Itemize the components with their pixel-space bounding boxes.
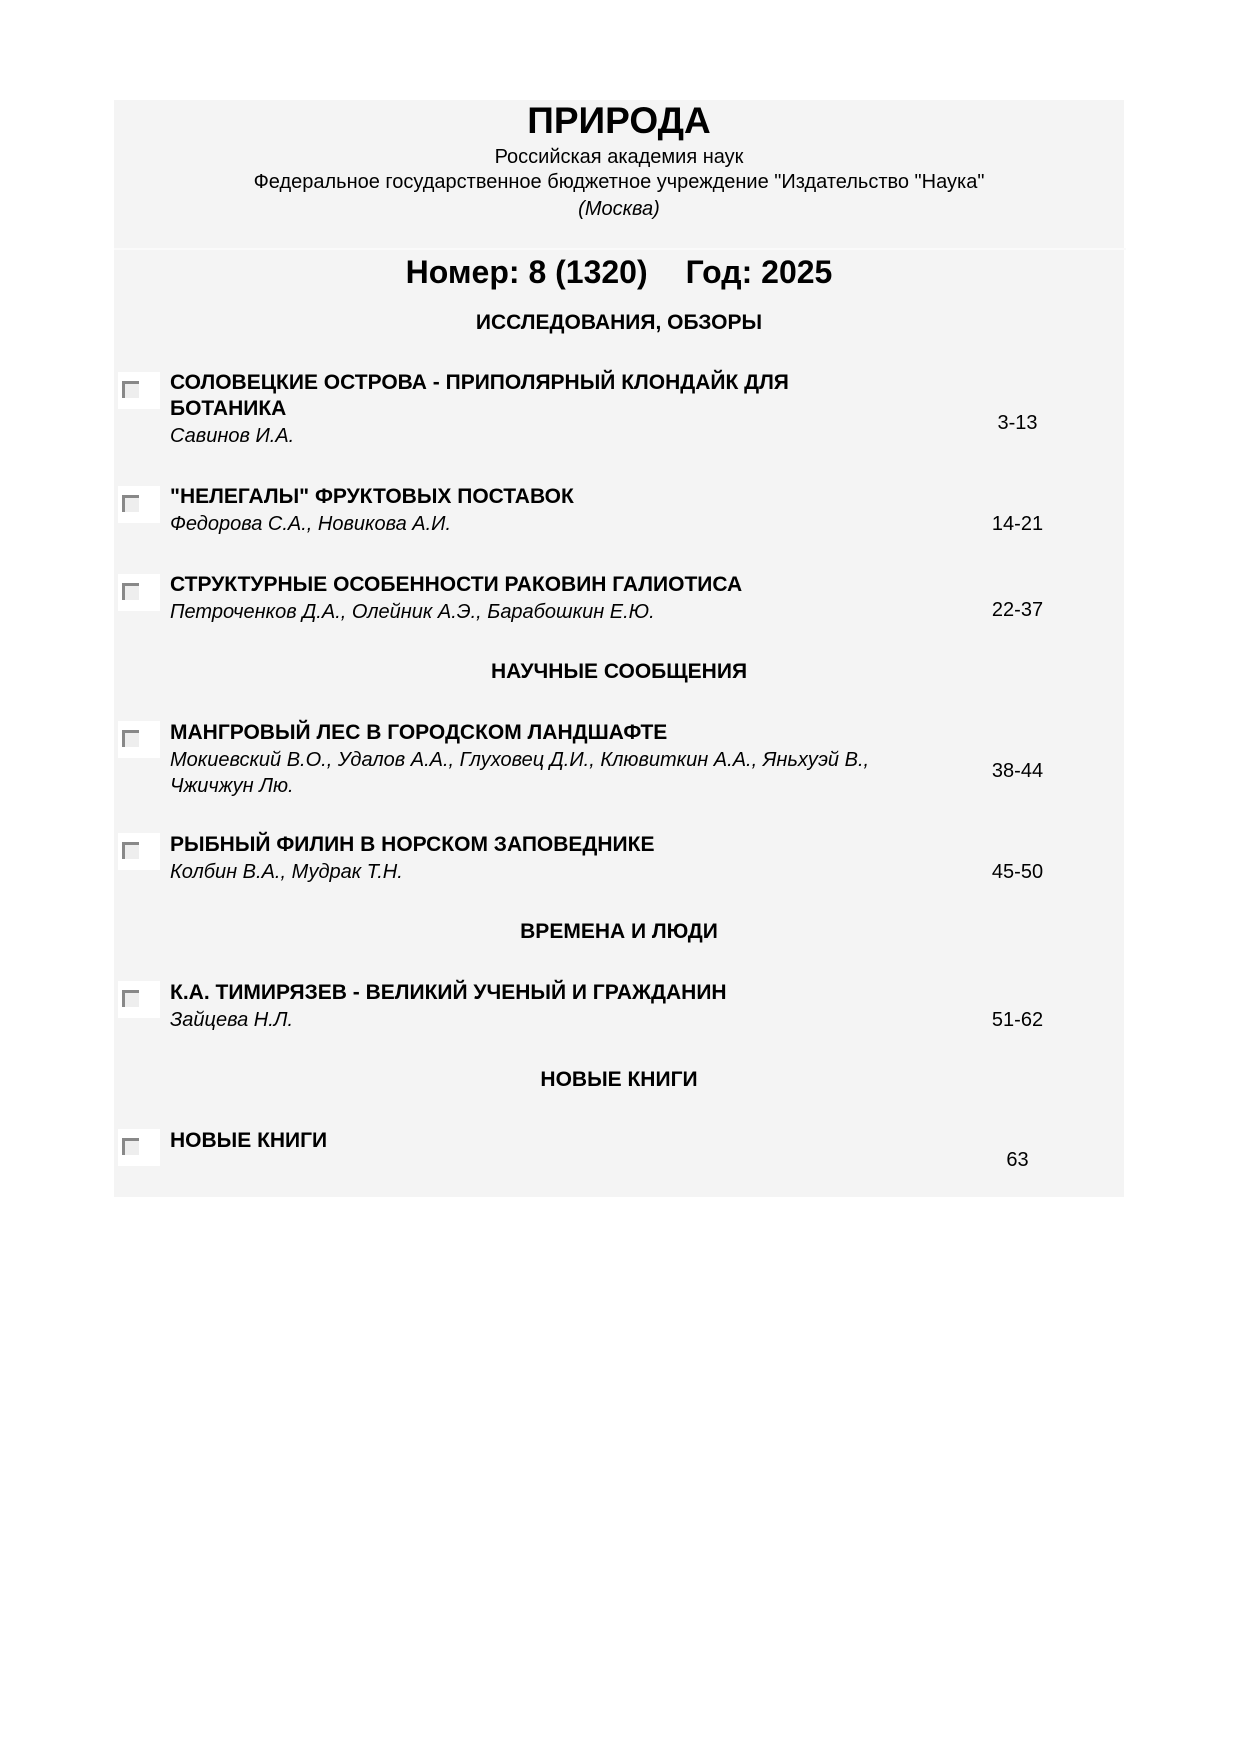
section-heading: НОВЫЕ КНИГИ	[540, 1068, 698, 1091]
journal-title: ПРИРОДА	[527, 100, 711, 141]
checkbox[interactable]	[118, 1129, 160, 1166]
article-authors: Савинов И.А.	[170, 425, 295, 447]
article-pages: 63	[1006, 1149, 1029, 1171]
checkbox[interactable]	[118, 574, 160, 611]
article-title[interactable]: РЫБНЫЙ ФИЛИН В НОРСКОМ ЗАПОВЕДНИКЕ	[170, 833, 655, 856]
article-title[interactable]: НОВЫЕ КНИГИ	[170, 1129, 328, 1152]
checkbox-icon	[122, 381, 139, 398]
article-authors: Федорова С.А., Новикова А.И.	[170, 513, 452, 535]
article-pages: 14-21	[991, 513, 1044, 535]
article-authors: Колбин В.А., Мудрак Т.Н.	[170, 861, 403, 883]
article-pages: 51-62	[991, 1009, 1044, 1031]
checkbox-icon	[122, 990, 139, 1007]
checkbox-icon	[122, 1138, 139, 1155]
article-title[interactable]: МАНГРОВЫЙ ЛЕС В ГОРОДСКОМ ЛАНДШАФТЕ	[170, 721, 668, 744]
section-heading: ИССЛЕДОВАНИЯ, ОБЗОРЫ	[475, 311, 763, 334]
checkbox-icon	[122, 842, 139, 859]
checkbox[interactable]	[118, 833, 160, 870]
checkbox[interactable]	[118, 721, 160, 758]
article-authors: Мокиевский В.О., Удалов А.А., Глуховец Д.И., Клювиткин А.А., Яньхуэй В., Чжичжун Лю.	[170, 749, 870, 797]
section-heading: ВРЕМЕНА И ЛЮДИ	[520, 920, 718, 943]
article-pages: 22-37	[991, 599, 1044, 621]
article-pages: 3-13	[997, 412, 1038, 434]
divider	[114, 248, 1126, 250]
article-title[interactable]: СОЛОВЕЦКИЕ ОСТРОВА - ПРИПОЛЯРНЫЙ КЛОНДАЙК ДЛЯ БОТАНИКА	[170, 371, 789, 420]
publisher-city: (Москва)	[578, 198, 660, 220]
article-authors: Петроченков Д.А., Олейник А.Э., Барабошкин Е.Ю.	[170, 601, 655, 623]
checkbox-icon	[122, 583, 139, 600]
article-title[interactable]: К.А. ТИМИРЯЗЕВ - ВЕЛИКИЙ УЧЕНЫЙ И ГРАЖДАНИН	[170, 981, 727, 1004]
checkbox-icon	[122, 730, 139, 747]
article-authors: Зайцева Н.Л.	[170, 1009, 294, 1031]
checkbox[interactable]	[118, 981, 160, 1018]
issue-number: Номер: 8 (1320)	[405, 254, 648, 290]
issue-year: Год: 2025	[685, 254, 833, 290]
checkbox[interactable]	[118, 486, 160, 523]
checkbox[interactable]	[118, 372, 160, 409]
article-pages: 45-50	[991, 861, 1044, 883]
checkbox-icon	[122, 495, 139, 512]
publisher-line: Российская академия наук	[494, 146, 744, 168]
section-heading: НАУЧНЫЕ СООБЩЕНИЯ	[490, 660, 748, 683]
article-title[interactable]: "НЕЛЕГАЛЫ" ФРУКТОВЫХ ПОСТАВОК	[170, 485, 574, 508]
issue-line	[114, 253, 1124, 291]
article-title[interactable]: СТРУКТУРНЫЕ ОСОБЕННОСТИ РАКОВИН ГАЛИОТИСА	[170, 573, 743, 596]
article-pages: 38-44	[991, 760, 1044, 782]
publisher-line: Федеральное государственное бюджетное учреждение "Издательство "Наука"	[253, 171, 985, 193]
